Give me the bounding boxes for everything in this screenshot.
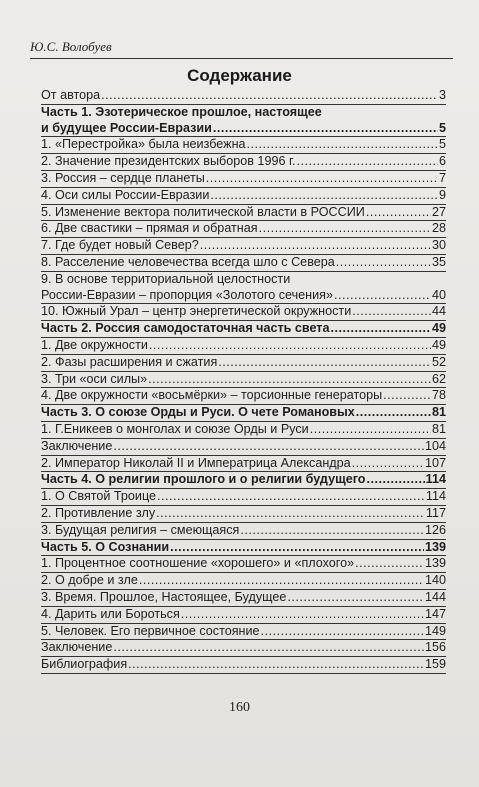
toc-leader-dots bbox=[149, 338, 431, 354]
toc-entry bbox=[41, 388, 446, 405]
toc-entry-title: 1. «Перестройка» была неизбежна bbox=[41, 137, 246, 152]
toc-leader-dots bbox=[259, 221, 431, 237]
toc-entry-title: 4. Оси силы России-Евразии bbox=[41, 187, 210, 202]
toc-page-number: 156 bbox=[424, 640, 446, 655]
toc-entry-title: 4. Две окружности «восьмёрки» – торсионные генераторы bbox=[41, 388, 383, 403]
toc-part-heading bbox=[41, 405, 446, 422]
toc-leader-dots bbox=[247, 137, 438, 153]
toc-entry-title: 4. Дарить или Бороться bbox=[41, 606, 180, 621]
toc-page-number: 159 bbox=[424, 657, 446, 672]
toc-leader-dots bbox=[213, 121, 438, 137]
toc-leader-dots bbox=[352, 456, 424, 472]
toc-part-heading bbox=[41, 121, 446, 138]
toc-entry-title: 2. О добре и зле bbox=[41, 573, 138, 588]
toc-entry-title: Часть 3. О союзе Орды и Руси. О чете Романовых bbox=[41, 405, 355, 420]
toc-leader-dots bbox=[383, 388, 431, 404]
toc-entry-title: 1. Процентное соотношение «хорошего» и «плохого» bbox=[41, 556, 355, 571]
toc-leader-dots bbox=[352, 304, 431, 320]
toc-entry bbox=[41, 205, 446, 222]
toc-entry bbox=[41, 154, 446, 171]
toc-leader-dots bbox=[101, 88, 438, 104]
toc-leader-dots bbox=[139, 573, 424, 589]
toc-page-number: 81 bbox=[431, 421, 446, 436]
page-number: 160 bbox=[229, 700, 250, 715]
toc-entry-title: 2. Император Николай II и Императрица Александра bbox=[41, 455, 351, 470]
toc-page-number: 107 bbox=[424, 455, 446, 470]
toc-entry bbox=[41, 439, 446, 456]
table-of-contents bbox=[41, 88, 446, 674]
toc-entry bbox=[41, 556, 446, 573]
toc-entry-title: 2. Противление злу bbox=[41, 505, 156, 520]
toc-leader-dots bbox=[181, 607, 424, 623]
toc-entry bbox=[41, 489, 446, 506]
toc-page-number: 27 bbox=[431, 204, 446, 219]
toc-page-number: 3 bbox=[438, 88, 446, 102]
toc-page-number: 5 bbox=[438, 137, 446, 152]
toc-page-number: 140 bbox=[424, 573, 446, 588]
toc-leader-dots bbox=[148, 372, 431, 388]
toc-leader-dots bbox=[200, 238, 431, 254]
toc-page-number: 9 bbox=[438, 187, 446, 202]
toc-entry-title: 2. Фазы расширения и сжатия bbox=[41, 354, 218, 369]
toc-entry bbox=[41, 506, 446, 523]
toc-leader-dots bbox=[218, 355, 431, 371]
toc-entry-title: Библиография bbox=[41, 657, 128, 672]
toc-page-number: 35 bbox=[431, 254, 446, 269]
toc-page-number: 139 bbox=[424, 539, 446, 554]
toc-entry-title: 3. Россия – сердце планеты bbox=[41, 170, 205, 185]
toc-entry bbox=[41, 137, 446, 154]
toc-page-number: 44 bbox=[431, 304, 446, 319]
toc-part-heading bbox=[41, 105, 446, 121]
toc-part-heading bbox=[41, 472, 446, 489]
toc-leader-dots bbox=[206, 171, 438, 187]
toc-entry-title: Часть 4. О религии прошлого и о религии будущего bbox=[41, 472, 366, 487]
toc-entry-title: 1. О Святой Троице bbox=[41, 489, 157, 504]
toc-entry bbox=[41, 523, 446, 540]
toc-leader-dots bbox=[334, 288, 431, 304]
toc-page-number: 139 bbox=[424, 556, 446, 571]
toc-page-number: 114 bbox=[425, 489, 446, 504]
toc-entry-title: 5. Изменение вектора политической власти в РОССИИ bbox=[41, 204, 365, 219]
toc-entry-title: 1. Две окружности bbox=[41, 337, 148, 352]
toc-page-number: 30 bbox=[431, 238, 446, 253]
toc-leader-dots bbox=[366, 472, 424, 488]
toc-entry-title: и будущее России-Евразии bbox=[41, 120, 212, 135]
toc-leader-dots bbox=[240, 523, 424, 539]
toc-entry bbox=[41, 304, 446, 321]
toc-page-number: 49 bbox=[431, 321, 446, 336]
toc-entry bbox=[41, 272, 446, 288]
toc-leader-dots bbox=[113, 439, 424, 455]
toc-page-number: 49 bbox=[431, 337, 446, 352]
toc-leader-dots bbox=[297, 154, 438, 170]
toc-entry bbox=[41, 238, 446, 255]
toc-entry-title: 5. Человек. Его первичное состояние bbox=[41, 623, 260, 638]
running-header bbox=[30, 38, 453, 59]
page-title: Содержание bbox=[187, 66, 292, 85]
toc-leader-dots bbox=[128, 657, 424, 673]
toc-page-number: 6 bbox=[438, 154, 446, 169]
toc-entry bbox=[41, 255, 446, 272]
toc-leader-dots bbox=[355, 556, 424, 572]
toc-leader-dots bbox=[336, 255, 431, 271]
toc-entry bbox=[41, 640, 446, 657]
toc-leader-dots bbox=[310, 422, 431, 438]
toc-entry bbox=[41, 607, 446, 624]
toc-leader-dots bbox=[366, 205, 431, 221]
toc-leader-dots bbox=[170, 540, 424, 556]
toc-page-number: 126 bbox=[424, 522, 446, 537]
toc-page-number: 52 bbox=[431, 354, 446, 369]
toc-page-number: 7 bbox=[438, 170, 446, 185]
toc-leader-dots bbox=[156, 506, 425, 522]
toc-entry bbox=[41, 355, 446, 372]
author-name: Ю.С. Волобуев bbox=[30, 39, 112, 54]
toc-entry-title: 3. Будущая религия – смеющаяся bbox=[41, 522, 240, 537]
toc-entry bbox=[41, 188, 446, 205]
toc-page-number: 5 bbox=[438, 120, 446, 135]
toc-page-number: 81 bbox=[431, 405, 446, 420]
toc-entry-title: Заключение bbox=[41, 640, 113, 655]
toc-leader-dots bbox=[210, 188, 438, 204]
toc-entry bbox=[41, 422, 446, 439]
toc-page-number: 62 bbox=[431, 371, 446, 386]
toc-page-number: 144 bbox=[424, 589, 446, 604]
toc-leader-dots bbox=[261, 624, 424, 640]
toc-leader-dots bbox=[356, 405, 431, 421]
toc-entry-title: 3. Три «оси силы» bbox=[41, 371, 148, 386]
toc-entry-title: 8. Расселение человечества всегда шло с Севера bbox=[41, 254, 335, 269]
toc-entry bbox=[41, 338, 446, 355]
toc-entry bbox=[41, 573, 446, 590]
toc-page-number: 117 bbox=[425, 505, 446, 520]
toc-entry-title: 10. Южный Урал – центр энергетической окружности bbox=[41, 304, 352, 319]
toc-entry-title: Часть 1. Эзотерическое прошлое, настоящее bbox=[41, 104, 322, 119]
toc-entry-title: 3. Время. Прошлое, Настоящее, Будущее bbox=[41, 589, 287, 604]
toc-entry-title: 2. Значение президентских выборов 1996 г. bbox=[41, 154, 296, 169]
toc-part-heading bbox=[41, 321, 446, 338]
toc-entry-title: 1. Г.Еникеев о монголах и союзе Орды и Руси bbox=[41, 421, 309, 436]
toc-entry bbox=[41, 288, 446, 305]
toc-leader-dots bbox=[157, 489, 425, 505]
toc-page-number: 114 bbox=[425, 472, 446, 487]
toc-part-heading bbox=[41, 540, 446, 557]
toc-entry-title: От автора bbox=[41, 88, 101, 102]
toc-entry bbox=[41, 372, 446, 389]
toc-entry bbox=[41, 456, 446, 473]
toc-leader-dots bbox=[113, 640, 424, 656]
toc-page-number: 147 bbox=[424, 606, 446, 621]
toc-leader-dots bbox=[287, 590, 424, 606]
toc-entry-title: Часть 5. О Сознании bbox=[41, 539, 170, 554]
toc-entry-title: Часть 2. Россия самодостаточная часть света bbox=[41, 321, 330, 336]
toc-entry bbox=[41, 88, 446, 105]
toc-entry-title: 7. Где будет новый Север? bbox=[41, 238, 199, 253]
toc-entry bbox=[41, 624, 446, 641]
toc-entry-title: 6. Две свастики – прямая и обратная bbox=[41, 221, 258, 236]
toc-entry bbox=[41, 221, 446, 238]
toc-entry bbox=[41, 657, 446, 674]
toc-leader-dots bbox=[330, 321, 431, 337]
toc-page-number: 104 bbox=[424, 438, 446, 453]
toc-entry-title: Заключение bbox=[41, 438, 113, 453]
toc-entry-title: России-Евразии – пропорция «Золотого сечения» bbox=[41, 287, 333, 302]
toc-entry bbox=[41, 171, 446, 188]
toc-entry-title: 9. В основе территориальной целостности bbox=[41, 271, 291, 286]
toc-page-number: 28 bbox=[431, 221, 446, 236]
toc-page-number: 78 bbox=[431, 388, 446, 403]
toc-page-number: 40 bbox=[431, 287, 446, 302]
toc-page-number: 149 bbox=[424, 623, 446, 638]
toc-entry bbox=[41, 590, 446, 607]
